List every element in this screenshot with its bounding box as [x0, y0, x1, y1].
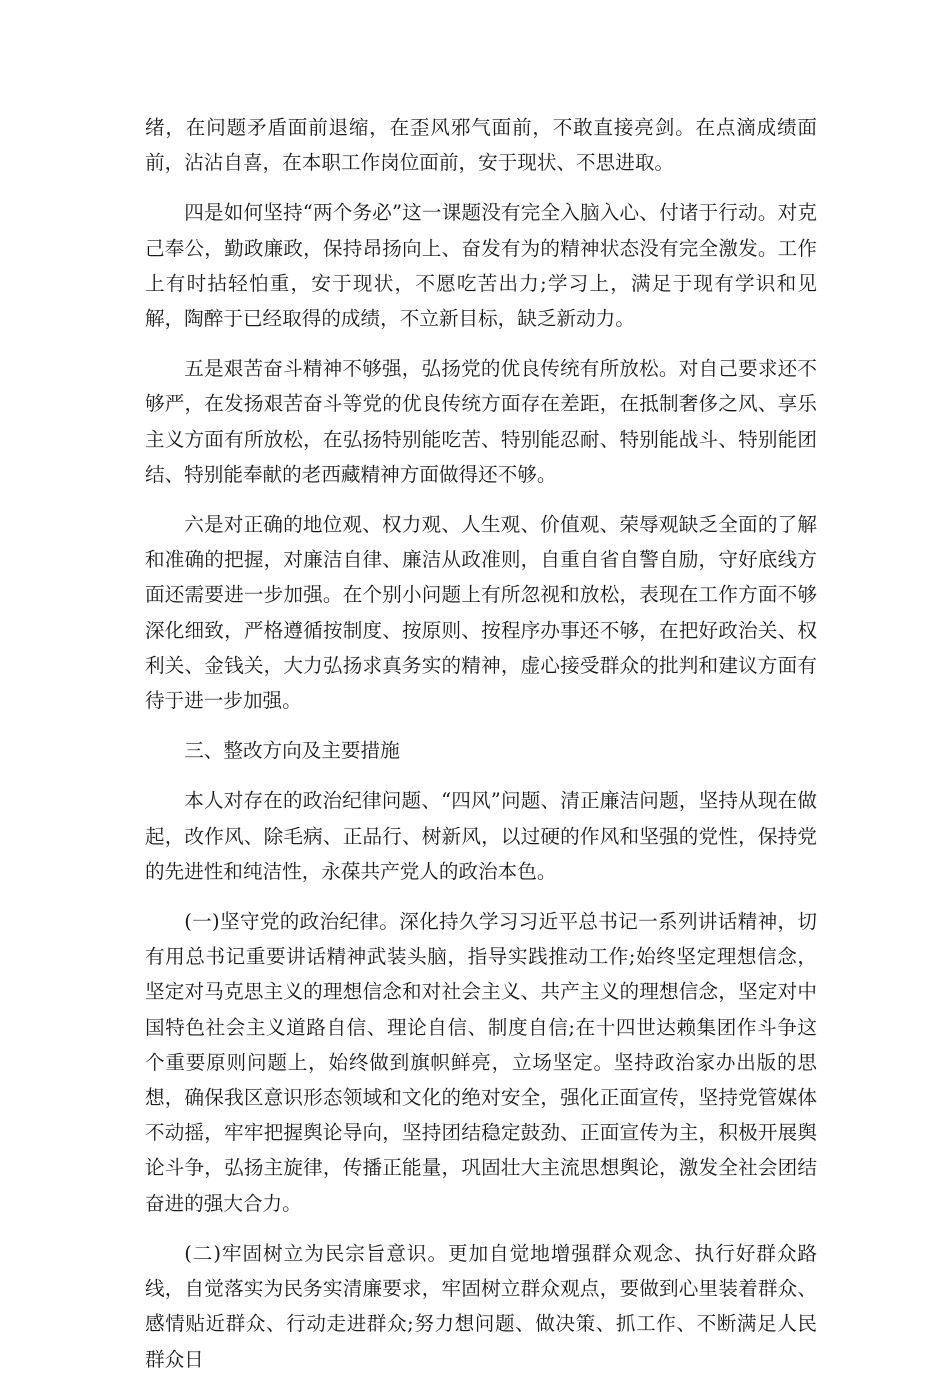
paragraph-point-four: 四是如何坚持“两个务必”这一课题没有完全入脑入心、付诸于行动。对克己奉公，勤政廉政，保持昂扬向上、奋发有为的精神状态没有完全激发。工作上有时拈轻怕重，安于现状，不愿吃苦出力;学习上，满足于现有学识和见解，陶醉于已经取得的成绩，不立新目标，缺乏新动力。: [145, 201, 817, 331]
paragraph-measure-one: (一)坚守党的政治纪律。深化持久学习习近平总书记一系列讲话精神，切有用总书记重要讲话精神武装头脑，指导实践推动工作;始终坚定理想信念，坚定对马克思主义的理想信念和对社会主义、共产主义的理想信念，坚定对中国特色社会主义道路自信、理论自信、制度自信;在十四世达赖集团作斗争这个重要原则问题上，始终做到旗帜鲜亮，立场坚定。坚持政治家办出版的思想，确保我区意识形态领域和文化的绝对安全，强化正面宣传，坚持党管媒体不动摇，牢牢把握舆论导向，坚持团结稳定鼓劲、正面宣传为主，积极开展舆论斗争，弘扬主旋律，传播正能量，巩固壮大主流思想舆论，激发全社会团结奋进的强大合力。: [145, 910, 817, 1215]
section-heading: 三、整改方向及主要措施: [184, 739, 400, 763]
paragraph-measure-two: (二)牢固树立为民宗旨意识。更加自觉地增强群众观念、执行好群众路线，自觉落实为民务实清廉要求，牢固树立群众观点，要做到心里装着群众、感情贴近群众、行动走进群众;努力想问题、做决策、抓工作、不断满足人民群众日: [145, 1241, 817, 1371]
document-body: [145, 110, 817, 1392]
paragraph-continuation: 绪，在问题矛盾面前退缩，在歪风邪气面前，不敢直接亮剑。在点滴成绩面前，沾沾自喜，在本职工作岗位面前，安于现状、不思进取。: [145, 116, 817, 175]
paragraph-point-six: 六是对正确的地位观、权力观、人生观、价值观、荣辱观缺乏全面的了解和准确的把握，对廉洁自律、廉洁从政准则，自重自省自警自励，守好底线方面还需要进一步加强。在个别小问题上有所忽视和放松，表现在工作方面不够深化细致，严格遵循按制度、按原则、按程序办事还不够，在把好政治关、权利关、金钱关，大力弘扬求真务实的精神，虚心接受群众的批判和建议方面有待于进一步加强。: [145, 513, 817, 713]
paragraph-point-five: 五是艰苦奋斗精神不够强，弘扬党的优良传统有所放松。对自己要求还不够严，在发扬艰苦奋斗等党的优良传统方面存在差距，在抵制奢侈之风、享乐主义方面有所放松，在弘扬特别能吃苦、特别能忍耐、特别能战斗、特别能团结、特别能奉献的老西藏精神方面做得还不够。: [145, 357, 817, 486]
paragraph-intro: 本人对存在的政治纪律问题、“四风”问题、清正廉洁问题，坚持从现在做起，改作风、除毛病、正品行、树新风，以过硬的作风和坚强的党性，保持党的先进性和纯洁性，永葆共产党人的政治本色。: [145, 789, 817, 883]
